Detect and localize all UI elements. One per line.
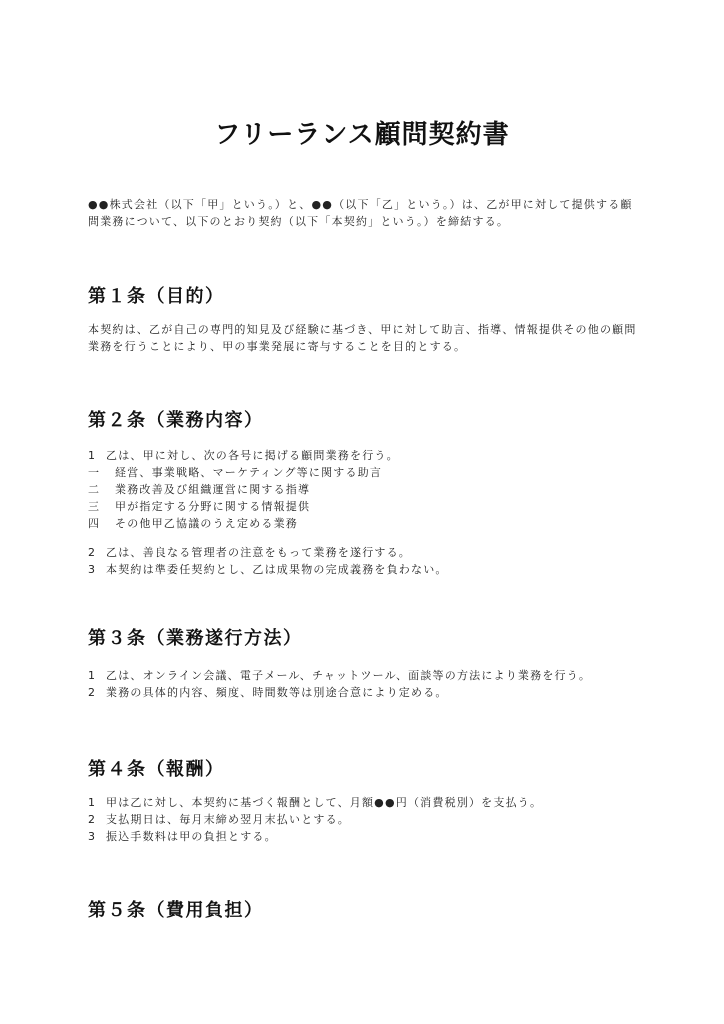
clause-text: 乙は、甲に対し、次の各号に掲げる顧問業務を行う。 xyxy=(106,449,399,462)
subitem-number: 四 xyxy=(88,517,101,530)
article-3-list xyxy=(88,667,591,701)
intro-paragraph xyxy=(88,196,648,230)
clause-item xyxy=(88,811,542,828)
article-3-heading: 第３条（業務遂行方法） xyxy=(88,628,303,649)
subitem-text: 経営、事業戦略、マーケティング等に関する助言 xyxy=(115,466,383,479)
article-4-heading: 第４条（報酬） xyxy=(88,759,225,780)
subitem xyxy=(88,481,448,498)
clause-item xyxy=(88,447,448,464)
clause-number: 3 xyxy=(88,563,97,576)
subitem-number: 二 xyxy=(88,483,101,496)
clause-text: 支払期日は、毎月末締め翌月末払いとする。 xyxy=(106,813,350,826)
article-1-heading: 第１条（目的） xyxy=(88,286,225,307)
clause-number: 2 xyxy=(88,813,97,826)
clause-number: 2 xyxy=(88,546,97,559)
clause-item xyxy=(88,828,542,845)
subitem xyxy=(88,464,448,481)
clause-item xyxy=(88,684,591,701)
clause-text: 業務の具体的内容、頻度、時間数等は別途合意により定める。 xyxy=(106,686,448,699)
body-line: 本契約は、乙が自己の専門的知見及び経験に基づき、甲に対して助言、指導、情報提供その他の顧問 xyxy=(88,323,637,336)
intro-line: 問業務について、以下のとおり契約（以下「本契約」という。）を締結する。 xyxy=(88,215,510,228)
subitem-number: 三 xyxy=(88,500,101,513)
article-4-list xyxy=(88,794,542,845)
subitem xyxy=(88,515,448,532)
document-title: フリーランス顧問契約書 xyxy=(214,120,510,150)
clause-text: 乙は、オンライン会議、電子メール、チャットツール、面談等の方法により業務を行う。 xyxy=(106,669,592,682)
spacer xyxy=(88,532,448,544)
clause-number: 1 xyxy=(88,449,97,462)
clause-item xyxy=(88,544,448,561)
subitem-text: その他甲乙協議のうえ定める業務 xyxy=(115,517,298,530)
clause-item xyxy=(88,794,542,811)
clause-text: 乙は、善良なる管理者の注意をもって業務を遂行する。 xyxy=(106,546,411,559)
article-5-heading: 第５条（費用負担） xyxy=(88,900,264,921)
intro-line: ●●株式会社（以下「甲」という。）と、●●（以下「乙」という。）は、乙が甲に対して提供する顧 xyxy=(88,198,633,211)
clause-text: 本契約は準委任契約とし、乙は成果物の完成義務を負わない。 xyxy=(106,563,448,576)
clause-text: 甲は乙に対し、本契約に基づく報酬として、月額●●円（消費税別）を支払う。 xyxy=(106,796,543,809)
clause-number: 2 xyxy=(88,686,97,699)
article-1-body xyxy=(88,321,648,355)
subitem-text: 甲が指定する分野に関する情報提供 xyxy=(115,500,311,513)
article-2-heading: 第２条（業務内容） xyxy=(88,410,264,431)
article-2-list xyxy=(88,447,448,578)
clause-item xyxy=(88,667,591,684)
clause-item xyxy=(88,561,448,578)
clause-number: 3 xyxy=(88,830,97,843)
clause-number: 1 xyxy=(88,796,97,809)
clause-text: 振込手数料は甲の負担とする。 xyxy=(106,830,277,843)
subitem-text: 業務改善及び組織運営に関する指導 xyxy=(115,483,311,496)
body-line: 業務を行うことにより、甲の事業発展に寄与することを目的とする。 xyxy=(88,340,467,353)
subitem xyxy=(88,498,448,515)
subitem-number: 一 xyxy=(88,466,101,479)
clause-number: 1 xyxy=(88,669,97,682)
